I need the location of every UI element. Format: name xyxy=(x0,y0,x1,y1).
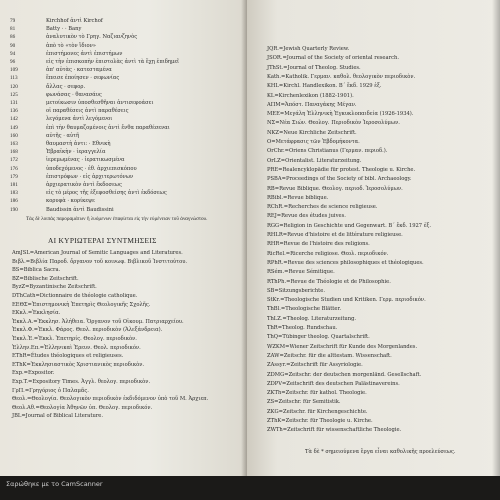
errata-page-number: 131 xyxy=(10,100,18,106)
errata-note: Τὰς δὲ λοιπὰς παροραμάτων ἢ λυόμενων ἐπαφίεται εἰς τὴν εὐμένειαν τοῦ ἀναγνώστου. xyxy=(26,216,208,222)
abbreviations-heading: ΑΙ ΚΥΡΙΩΤΕΡΑΙ ΣΥΝΤΜΗΣΕΙΣ xyxy=(48,236,157,245)
errata-page-number: 179 xyxy=(10,173,18,180)
errata-page-number: 163 xyxy=(10,141,18,147)
errata-page-number: 172 xyxy=(10,157,18,164)
abbreviation-entry: ΓρΠ.=Γρηγόριος ὁ Παλαμᾶς. xyxy=(12,387,89,394)
abbreviation-entry: ZDPV=Zeitschrift des deutschen Palästinavereins. xyxy=(267,380,400,387)
abbreviation-entry: OrChr.=Oriens Christianus (Γερμαν. περιοδ.). xyxy=(267,148,388,155)
abbreviation-entry: ZS=Zeitschr. für Semitistik. xyxy=(267,399,341,406)
abbreviation-entry: KL=Kirchenlexikon (1882-1901). xyxy=(267,92,354,99)
errata-row: ἔπεισε ἐποίησεν · σεφωνίας xyxy=(46,75,120,82)
errata-row: λεγόμενα ἀντὶ λεγόμενοι xyxy=(46,116,113,123)
abbreviation-entry: JSOR.=Journal of the Society of oriental research. xyxy=(267,55,399,62)
abbreviation-entry: AmJSL=American Journal of Semitic Languages and Literatures. xyxy=(12,250,183,256)
abbreviation-entry: RBibl.=Revue biblique. xyxy=(267,194,329,201)
abbreviation-entry: REJ=Revue des études juives. xyxy=(267,213,346,220)
errata-row: θαυμαστὴ ἀντι: · Εθνικὴ xyxy=(46,141,111,147)
abbreviation-entry: ThQ=Tübinger theolog. Quartalschrift. xyxy=(267,334,370,341)
errata-row: ἀναλυτικὸν τὸ Γρηγ. Ναζιανζηνὸς xyxy=(46,34,138,41)
abbreviation-entry: ZAW=Zeitschr. für die alttestam. Wissenschaft. xyxy=(267,352,392,359)
abbreviation-entry: ΝΣ=Νέα Σιών. Θεολογ. Περιοδικὸν Ἱεροσολύμων. xyxy=(267,120,400,127)
abbreviation-entry: BS=Biblica Sacra. xyxy=(12,267,61,274)
abbreviation-entry: BZ=Biblische Zeitschrift. xyxy=(12,275,79,282)
errata-page-number: 183 xyxy=(10,190,18,197)
abbreviation-entry: ΕΚκλ.=Ἐκκλησία. xyxy=(12,310,61,317)
errata-row: Ἐβραϊκὴν · ἱεραγγελία xyxy=(46,149,106,156)
errata-row: ἱερεμωμένας · ἱερατικωσμένα xyxy=(46,157,125,164)
abbreviation-entry: Ἐκκλ.Ἑ.=Ἐκκλ. Ἑπετηρίς. Θεολογ. περιοδικὸν. xyxy=(12,336,137,342)
errata-page-number: 160 xyxy=(10,132,18,139)
errata-page-number: 168 xyxy=(10,149,18,156)
abbreviation-entry: PSBA=Proceedings of the Society of bibl. Archaeology. xyxy=(267,176,412,183)
page-edge-shadow xyxy=(492,0,500,476)
abbreviation-entry: RGG=Religion in Geschichte und Gegenwart. Β΄ ἔκδ. 1927 ἑξ. xyxy=(267,222,432,229)
errata-page-number: 120 xyxy=(10,83,18,90)
abbreviation-entry: Θεολ.=Θεολογία. Θεολογικὸν περιοδικὸν ἐκδιδόμενον ὑπὸ τοῦ Μ. Ἀρχιεπ. xyxy=(12,396,209,403)
abbreviation-entry: EThR=Études théologiques et religieuses. xyxy=(12,353,124,360)
left-page xyxy=(0,0,247,476)
abbreviation-entry: RSém.=Revue Sémitique. xyxy=(267,269,335,276)
abbreviation-entry: Ἐκκλ.Α.=Ἐκκλησ. Ἀλήθεια. Ὄργανον τοῦ Οἰκουμ. Πατριαρχείου. xyxy=(12,318,184,325)
abbreviation-entry: Ἐκκλ.Φ.=Ἐκκλ. Φάρος. Θεολ. περιοδικὸν (Ἀλεξάνδρεια). xyxy=(12,327,163,334)
errata-page-number: 79 xyxy=(10,18,16,24)
errata-page-number: 96 xyxy=(10,59,16,65)
abbreviation-entry: EThK=Ἐκκλησιαστικὸς Χριστιανικὸς περιοδικὸν. xyxy=(12,361,145,368)
abbreviation-entry: OrLZ=Orientalist. Literaturzeitung. xyxy=(267,157,362,164)
errata-row: ἐπὶ τὴν θαυμαζομένοις ἀντὶ ἔνθα παραθέσεναι xyxy=(46,124,170,131)
abbreviation-entry: Exp.T.=Expository Times. Ἀγγλ. θεολογ. περιοδικὸν. xyxy=(12,379,151,385)
abbreviation-entry: ZKTh=Zeitschr. für kathol. Theologie. xyxy=(267,390,367,397)
abbreviation-entry: DThCath=Dictionnaire de théologie catholique. xyxy=(12,293,138,299)
errata-page-number: 86 xyxy=(10,34,16,41)
errata-page-number: 142 xyxy=(10,116,18,123)
abbreviation-entry: RPhR.=Revue des sciences philosophiques et théologiques. xyxy=(267,259,424,266)
errata-row: ἀρχιερατικὸν ἀντὶ ἔκδοσεως xyxy=(46,182,122,188)
abbreviation-entry: RicRel.=Ricerche religiose. Θεολ. περιοδικόν. xyxy=(267,250,389,257)
abbreviation-entry: NKZ=Neue Kirchliche Zeitschrift. xyxy=(267,129,357,136)
closing-note: Τὰ δὲ * σημειούμενα ἔργα εἶναι καθολικῆς προελεύσεως. xyxy=(305,449,456,455)
abbreviation-entry: ZThK=Zeitschr. für Theologie u. Kirche. xyxy=(267,418,373,424)
abbreviation-entry: WZKM=Wiener Zeitschrift für Kunde des Morgenlandes. xyxy=(267,343,418,350)
abbreviation-entry: RThPh.=Revue de Théologie et de Philosophie. xyxy=(267,278,391,285)
errata-page-number: 136 xyxy=(10,108,18,115)
errata-page-number: 125 xyxy=(10,91,18,98)
abbreviation-entry: ZDMG=Zeitschr. der deutschen morgenländ. Gesellschaft. xyxy=(267,371,422,378)
errata-page-number: 149 xyxy=(10,124,18,131)
errata-row: μετοίκωσιν ὑποσθεσθῆναι ἀντισεφοάσει xyxy=(46,100,154,106)
errata-page-number: 181 xyxy=(10,182,18,188)
errata-row: οἱ παραθέσεις ἀντὶ παραθέσεις xyxy=(46,108,129,115)
errata-row: ἀπ' αὐτὰς · κατεσταμένα xyxy=(46,67,112,74)
errata-page-number: 94 xyxy=(10,50,16,57)
errata-row: Kirchhof ἀντὶ Kirchof xyxy=(46,18,103,24)
abbreviation-entry: Βιβλ.=Βιβλία Παροδ. ὄργανον τοῦ κοινωφ. Βιβλικοῦ Ἰνστιτούτου. xyxy=(12,258,188,265)
abbreviation-entry: ThR=Theolog. Rundschau. xyxy=(267,325,338,331)
abbreviation-entry: SB=Sitzungsberichte. xyxy=(267,287,325,294)
abbreviation-entry: Kath.=Katholik. Γερμαν. καθολ. θεολογικὸν περιοδικὸν. xyxy=(267,73,416,80)
abbreviation-entry: JQR.=Jewish Quarterly Review. xyxy=(267,46,350,52)
abbreviation-entry: ThLZ.=Theolog. Literaturzeitung. xyxy=(267,315,357,322)
abbreviation-entry: ΕΕΘΣ=Ἐπιστημονικὴ Ἐπετηρὶς Θεολογικῆς Σχολῆς. xyxy=(12,301,151,308)
errata-row: εἰς τὴν ἐπισκοπὴν ἐπιστολὰς ἀντὶ τὰ ἔχῃ ἐπιδημεῖ xyxy=(46,59,180,65)
abbreviation-entry: Exp.=Expositor. xyxy=(12,370,55,377)
abbreviation-entry: ThBl.=Theologische Blätter. xyxy=(267,306,342,313)
errata-row: αὐτῆς · αὐτῆ xyxy=(46,132,80,139)
abbreviation-entry: RChR.=Recherches de science religieuse. xyxy=(267,204,378,211)
errata-page-number: 186 xyxy=(10,198,18,205)
errata-page-number: 109 xyxy=(10,67,18,74)
errata-row: Baudissin ἀντὶ Baudissini xyxy=(46,206,114,213)
abbreviation-entry: Ἐλλην.Επ.=Ἑλληνικαὶ Ἐρευν. Θεολ. περιοδικόν. xyxy=(12,344,141,351)
abbreviation-entry: KHL=Kirchl. Handlexikon. Β΄ ἔκδ. 1929 ἑξ. xyxy=(267,83,382,90)
abbreviation-entry: RHR=Revue de l'histoire des religions. xyxy=(267,241,370,248)
errata-page-number: 113 xyxy=(10,75,18,82)
errata-row: εἰς τὸ μέρος τῆς ἐξεφοσθείσης ἀντὶ ἐκδόσεως xyxy=(46,190,167,197)
errata-row: κορυφὰ · κορίκεψε xyxy=(46,198,95,205)
abbreviation-entry: ByzZ=Byzantinische Zeitschrift. xyxy=(12,284,97,291)
errata-page-number: 190 xyxy=(10,206,18,213)
errata-row: ἐπιστήμονες ἀντὶ ἐπιστήμων xyxy=(46,50,123,57)
errata-row: ἐπιστρόφων · εἰς ἀρχιτερωτόνων xyxy=(46,173,134,180)
abbreviation-entry: JBL=Journal of Biblical Literature. xyxy=(12,413,104,420)
abbreviation-entry: RHLR=Revue d'histoire et de littérature religieuse. xyxy=(267,232,403,238)
abbreviation-entry: Θεολ.Αθ.=Θεολογία Ἀθηνῶν ὑπ. Θεολογ. περιοδικόν. xyxy=(12,404,153,411)
abbreviation-entry: PRE=Realencyklopädie für protest. Theologie u. Kirche. xyxy=(267,166,416,173)
abbreviation-entry: RB=Revue Biblique. Θεολογ. περιοδ. Ἱεροσολύμων. xyxy=(267,185,403,192)
right-page xyxy=(247,0,500,476)
abbreviation-entry: JThSt.=Journal of Theolog. Studies. xyxy=(267,64,361,71)
abbreviation-entry: StKr.=Theologische Studien und Kritiken. Γερμ. περιοδικόν. xyxy=(267,297,426,304)
abbreviation-entry: ZWTh=Zeitschrift für wissenschaftliche Theologie. xyxy=(267,427,402,434)
errata-row: φωνάσας · θανασάυς xyxy=(46,91,102,98)
abbreviation-entry: Ο=Μετάφρασις τῶν Ἑβδομήκοντα. xyxy=(267,139,360,145)
errata-row: ἄλλας · σεφορ. xyxy=(46,83,86,90)
errata-row: ὑποδεχόμενος · ἐθ. ἀρχιεπισκόπου xyxy=(46,165,137,172)
abbreviation-entry: MEE=Μεγάλη Ἑλληνικὴ Ἐγκυκλοπαιδεία (1926-1934). xyxy=(267,111,414,118)
abbreviation-entry: ZAssyr.=Zeitschrift für Assyriologie. xyxy=(267,362,363,369)
errata-row: Batty · · Bany xyxy=(46,26,82,33)
scanner-label: Σαρώθηκε με το CamScanner xyxy=(6,480,103,488)
errata-page-number: 81 xyxy=(10,26,16,33)
abbreviation-entry: ZKG=Zeitschr. für Kirchengeschichte. xyxy=(267,408,368,415)
errata-row: ἀπὸ τὸ «τὸν ἴδιον» xyxy=(46,42,96,49)
errata-page-number: 90 xyxy=(10,42,16,49)
abbreviation-entry: ΑΠΜ=Ἀπόστ. Παναγάκης Μέγαν. xyxy=(267,101,357,108)
errata-page-number: 176 xyxy=(10,165,18,172)
